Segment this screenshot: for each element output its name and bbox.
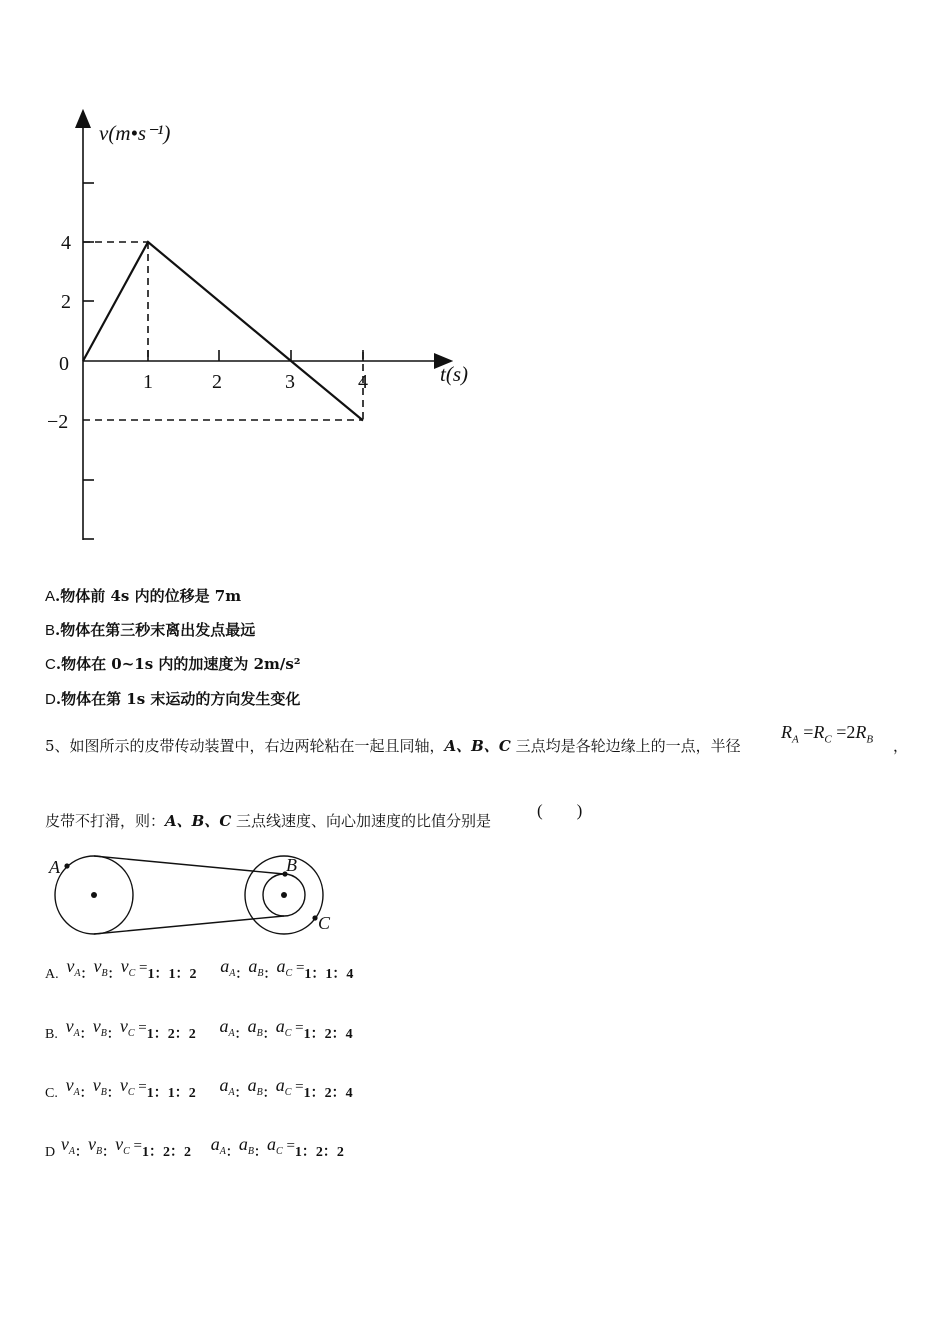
y-tick-label: 4: [61, 232, 71, 254]
x-tick-label: 3: [285, 371, 295, 393]
x-axis-label: t(s): [440, 362, 468, 386]
option-letter: A: [45, 588, 56, 605]
q4-option-d[interactable]: [45, 688, 300, 709]
guide-lines: [83, 242, 363, 420]
y-tick-label: 2: [61, 291, 71, 313]
option-text: .物体前 4s 内的位移是 7m: [55, 587, 242, 605]
answer-label: C.: [45, 1086, 58, 1101]
q4-option-a[interactable]: [45, 585, 241, 606]
q5-stem-line2: [45, 810, 491, 831]
belt-drive-figure: [40, 845, 340, 945]
answer-label: B.: [45, 1027, 58, 1042]
q5-text: 三点均是各轮边缘上的一点，半径: [510, 737, 741, 755]
answer-blank: ( ): [537, 801, 583, 820]
velocity-ratio: 1：2：2: [146, 1027, 196, 1042]
q5-points: A、B、C: [165, 812, 232, 830]
label-a: A: [49, 857, 60, 877]
q5-answer-b[interactable]: B. $v_A$：$v_B$：$v_C =1$：2：2 $a_A$：$a_B$：$a_C =1$：2：4: [45, 1016, 353, 1042]
acceleration-ratio: 1：2：2: [294, 1145, 344, 1160]
vt-graph: [0, 0, 520, 560]
option-letter: C: [45, 656, 56, 673]
label-c: C: [318, 913, 331, 933]
q4-option-c[interactable]: [45, 653, 300, 674]
x-tick-marks: [148, 350, 363, 361]
belt-top: [94, 856, 284, 874]
q5-stem-line1: [45, 735, 741, 756]
label-b: B: [286, 855, 297, 875]
acceleration-ratio: 1：1：4: [304, 967, 354, 982]
option-text: .物体在第 1s 末运动的方向发生变化: [55, 690, 301, 708]
y-tick-label: −2: [47, 411, 69, 433]
option-text: .物体在第三秒末离出发点最远: [55, 621, 256, 639]
radius-formula: $R_A =R_C =2R_B$: [781, 722, 874, 746]
q5-answer-c[interactable]: C. $v_A$：$v_B$：$v_C =1$：1：2 $a_A$：$a_B$：$a_C =1$：2：4: [45, 1075, 353, 1101]
acceleration-ratio: 1：2：4: [303, 1027, 353, 1042]
acceleration-ratio: 1：2：4: [303, 1086, 353, 1101]
q5-points: A、B、C: [444, 737, 511, 755]
belt-bottom: [94, 916, 284, 934]
point-c: [312, 915, 317, 920]
velocity-ratio: 1：2：2: [142, 1145, 192, 1160]
option-text: .物体在 0~1s 内的加速度为 2m/s²: [55, 655, 301, 673]
q5-text: 三点线速度、向心加速度的比值分别是: [231, 812, 492, 830]
q5-answer-a[interactable]: A. $v_A$：$v_B$：$v_C =1$：1：2 $a_A$：$a_B$：$a_C =1$：1：4: [45, 956, 354, 982]
q5-answer-d[interactable]: D $v_A$：$v_B$：$v_C =1$：2：2 $a_A$：$a_B$：$a_C =1$：2：2: [45, 1134, 344, 1160]
y-tick-label: 0: [59, 353, 69, 375]
velocity-ratio: 1：1：2: [146, 1086, 196, 1101]
option-letter: B: [45, 622, 56, 639]
q5-text: 5、如图所示的皮带传动装置中，右边两轮粘在一起且同轴，: [45, 737, 445, 755]
q5-comma: ，: [893, 737, 909, 755]
x-tick-label: 1: [143, 371, 153, 393]
x-tick-label: 4: [358, 371, 368, 393]
velocity-ratio: 1：1：2: [147, 967, 197, 982]
y-axis-label: v(m•s⁻¹): [99, 121, 171, 145]
q4-option-b[interactable]: [45, 619, 255, 640]
point-a: [64, 863, 69, 868]
answer-label: A.: [45, 967, 59, 982]
option-letter: D: [45, 691, 56, 708]
velocity-series-line: [83, 242, 363, 421]
center-dot: [91, 892, 97, 898]
center-dot: [281, 892, 287, 898]
x-tick-label: 2: [212, 371, 222, 393]
q5-text: 皮带不打滑，则：: [45, 812, 166, 830]
answer-label: D: [45, 1145, 56, 1160]
